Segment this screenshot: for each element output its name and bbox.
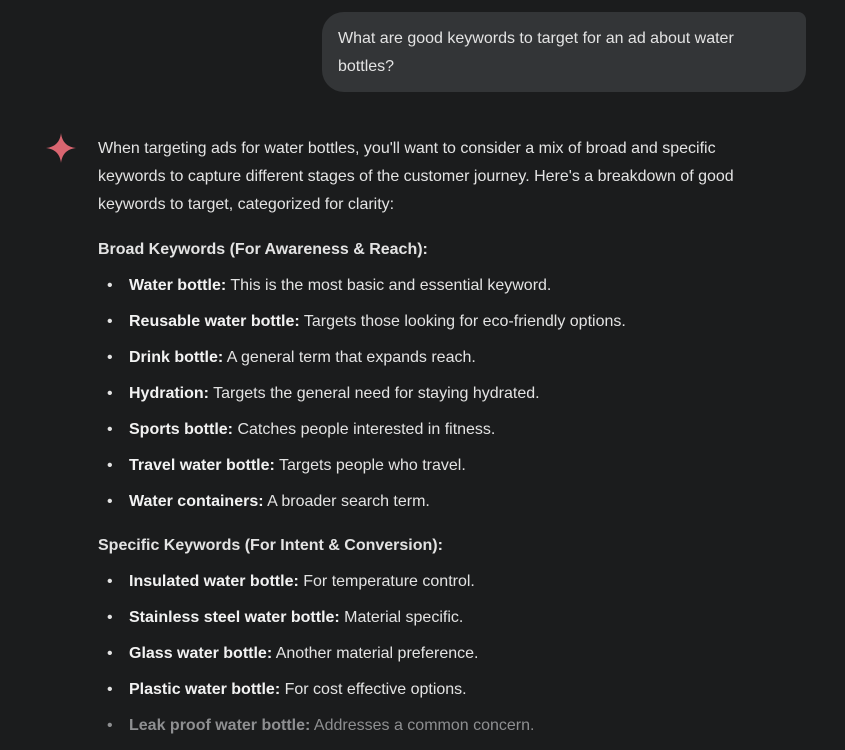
list-item — [98, 488, 798, 516]
list-item — [98, 604, 798, 632]
keyword-description: A broader search term. — [263, 493, 430, 510]
keyword-term: Reusable water bottle: — [129, 313, 300, 330]
bullet-icon: • — [107, 493, 113, 510]
keyword-term: Plastic water bottle: — [129, 681, 281, 698]
keyword-term: Drink bottle: — [129, 349, 224, 366]
keyword-term: Water bottle: — [129, 277, 227, 294]
bullet-icon: • — [107, 457, 113, 474]
bullet-icon: • — [107, 609, 113, 626]
keyword-term: Glass water bottle: — [129, 645, 273, 662]
keyword-description: Addresses a common concern. — [310, 717, 535, 734]
keyword-term: Insulated water bottle: — [129, 573, 299, 590]
bullet-icon: • — [107, 717, 113, 734]
keyword-term: Hydration: — [129, 385, 209, 402]
keyword-description: Targets those looking for eco-friendly options. — [299, 313, 626, 330]
keyword-term: Stainless steel water bottle: — [129, 609, 340, 626]
keyword-term: Water containers: — [129, 493, 264, 510]
assistant-response — [98, 135, 798, 740]
bullet-icon: • — [107, 681, 113, 698]
list-item — [98, 452, 798, 480]
bullet-icon: • — [107, 421, 113, 438]
bullet-icon: • — [107, 645, 113, 662]
list-item — [98, 712, 798, 740]
list-item — [98, 416, 798, 444]
keyword-description: A general term that expands reach. — [223, 349, 476, 366]
sparkle-icon — [46, 133, 76, 163]
keyword-term: Travel water bottle: — [129, 457, 275, 474]
keyword-description: Catches people interested in fitness. — [233, 421, 496, 438]
user-message-line-1: What are good keywords to target for an ad about water — [338, 30, 734, 47]
list-item — [98, 568, 798, 596]
list-item — [98, 640, 798, 668]
list-item — [98, 344, 798, 372]
keyword-description: This is the most basic and essential keyword. — [226, 277, 552, 294]
specific-keywords-list — [98, 568, 798, 740]
keyword-term: Leak proof water bottle: — [129, 717, 311, 734]
bullet-icon: • — [107, 385, 113, 402]
keyword-description: Targets people who travel. — [274, 457, 466, 474]
response-intro: When targeting ads for water bottles, you'll want to consider a mix of broad and specific keywords to capture different stages of the customer journey. Here's a breakdown of good keywords to target, categorized for clarity: — [98, 140, 734, 213]
bullet-icon: • — [107, 573, 113, 590]
keyword-description: Another material preference. — [272, 645, 479, 662]
list-item — [98, 676, 798, 704]
bullet-icon: • — [107, 349, 113, 366]
specific-keywords-heading: Specific Keywords (For Intent & Conversion): — [98, 537, 443, 554]
user-message-bubble — [322, 12, 806, 92]
list-item — [98, 272, 798, 300]
bullet-icon: • — [107, 277, 113, 294]
list-item — [98, 308, 798, 336]
keyword-description: For cost effective options. — [280, 681, 467, 698]
broad-keywords-heading: Broad Keywords (For Awareness & Reach): — [98, 241, 428, 258]
broad-keywords-list — [98, 272, 798, 516]
bullet-icon: • — [107, 313, 113, 330]
keyword-description: For temperature control. — [298, 573, 475, 590]
keyword-description: Targets the general need for staying hydrated. — [209, 385, 540, 402]
user-message-line-2: bottles? — [338, 58, 395, 75]
list-item — [98, 380, 798, 408]
keyword-term: Sports bottle: — [129, 421, 233, 438]
keyword-description: Material specific. — [339, 609, 464, 626]
